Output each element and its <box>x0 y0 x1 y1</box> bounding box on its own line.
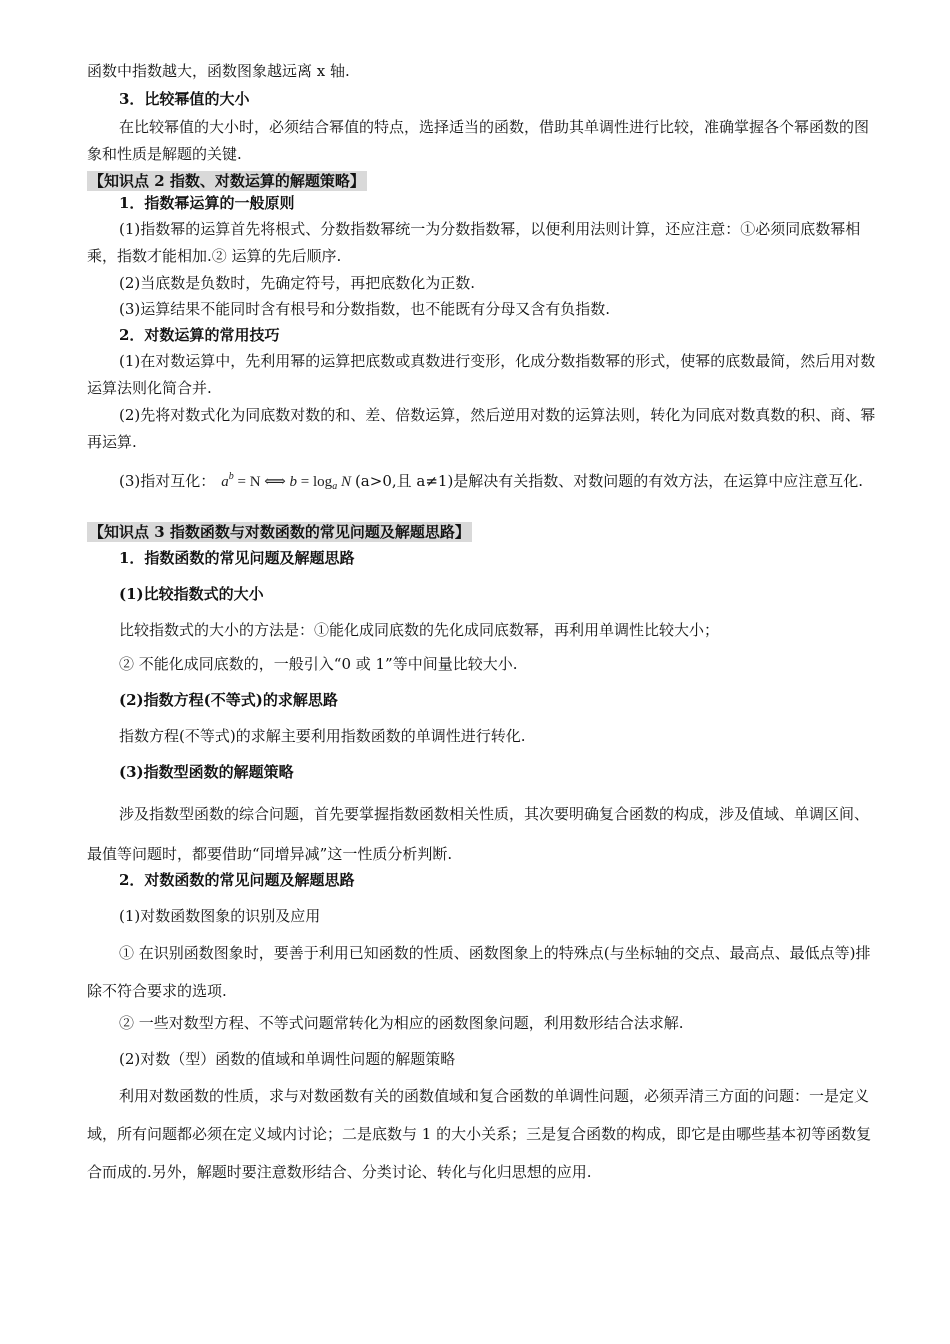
paragraph-compare-power: 在比较幂值的大小时，必须结合幂值的特点，选择适当的函数，借助其单调性进行比较，准确掌握各个幂函数的图象和性质是解题的关键. <box>87 118 870 163</box>
heading-log-techniques: 2．对数运算的常用技巧 <box>119 326 280 344</box>
log-technique-3-prefix: (3)指对互化： <box>119 472 216 490</box>
heading-exp-function-problems: 1．指数函数的常见问题及解题思路 <box>119 549 355 567</box>
paragraph-log-technique-1: (1)在对数运算中，先利用幂的运算把底数或真数进行变形，化成分数指数幂的形式，使幂的底数最简，然后用对数运算法则化简合并. <box>87 352 876 397</box>
log-technique-3-suffix: (a>0,且 a≠1)是解决有关指数、对数问题的有效方法，在运算中应注意互化. <box>354 472 864 490</box>
paragraph-exponent-rule-2: (2)当底数是负数时，先确定符号，再把底数化为正数. <box>119 274 476 292</box>
heading-compare-power: 3．比较幂值的大小 <box>119 90 250 108</box>
heading-exp-equation: (2)指数方程(不等式)的求解思路 <box>119 691 338 709</box>
paragraph-exponent-note: 函数中指数越大，函数图象越远离 x 轴. <box>87 62 350 80</box>
paragraph-log-technique-2: (2)先将对数式化为同底数对数的和、差、倍数运算，然后逆用对数的运算法则，转化为同底对数真数的积、商、幂再运算. <box>87 406 876 451</box>
heading-compare-exp: (1)比较指数式的大小 <box>119 585 264 603</box>
paragraph-exponent-rule-1: (1)指数幂的运算首先将根式、分数指数幂统一为分数指数幂，以便利用法则计算，还应注意：①必须同底数幂相乘，指数才能相加.② 运算的先后顺序. <box>87 220 861 265</box>
paragraph-exp-equation: 指数方程(不等式)的求解主要利用指数函数的单调性进行转化. <box>119 727 526 745</box>
paragraph-log-range: 利用对数函数的性质，求与对数函数有关的函数值域和复合函数的单调性问题，必须弄清三方面的问题：一是定义域，所有问题都必须在定义域内讨论；二是底数与 1 的大小关系；三是复合函数的构成，即它是由哪些基本初等函数复合而成的.另外，解题时要注意数形结合、分类讨论、转化与化归思想的应用. <box>87 1087 872 1181</box>
exp-log-formula: $a^b = N$ ⟺ $b = \log_a N$ <box>221 471 351 492</box>
section-tag-knowledge-3: 【知识点 3 指数函数与对数函数的常见问题及解题思路】 <box>89 523 470 541</box>
paragraph-log-graph-1: ① 在识别函数图象时，要善于利用已知函数的性质、函数图象上的特殊点(与坐标轴的交点、最高点、最低点等)排除不符合要求的选项. <box>87 944 871 1000</box>
paragraph-compare-exp-1: 比较指数式的大小的方法是：①能化成同底数的先化成同底数幂，再利用单调性比较大小； <box>119 621 720 639</box>
paragraph-exp-type-function: 涉及指数型函数的综合问题，首先要掌握指数函数相关性质，其次要明确复合函数的构成，涉及值域、单调区间、最值等问题时，都要借助“同增异减”这一性质分析判断. <box>87 805 870 863</box>
heading-exp-type-function: (3)指数型函数的解题策略 <box>119 763 294 781</box>
paragraph-log-technique-3 <box>87 463 877 500</box>
heading-log-function-problems: 2．对数函数的常见问题及解题思路 <box>119 871 355 889</box>
paragraph-compare-exp-2: ② 不能化成同底数的，一般引入“0 或 1”等中间量比较大小. <box>119 655 518 673</box>
paragraph-log-graph-title: (1)对数函数图象的识别及应用 <box>119 907 321 925</box>
heading-exponent-rules: 1．指数幂运算的一般原则 <box>119 194 295 212</box>
section-tag-knowledge-2: 【知识点 2 指数、对数运算的解题策略】 <box>89 172 365 190</box>
paragraph-log-range-title: (2)对数（型）函数的值域和单调性问题的解题策略 <box>119 1050 456 1068</box>
paragraph-log-graph-2: ② 一些对数型方程、不等式问题常转化为相应的函数图象问题，利用数形结合法求解. <box>119 1014 684 1032</box>
paragraph-exponent-rule-3: (3)运算结果不能同时含有根号和分数指数，也不能既有分母又含有负指数. <box>119 300 611 318</box>
